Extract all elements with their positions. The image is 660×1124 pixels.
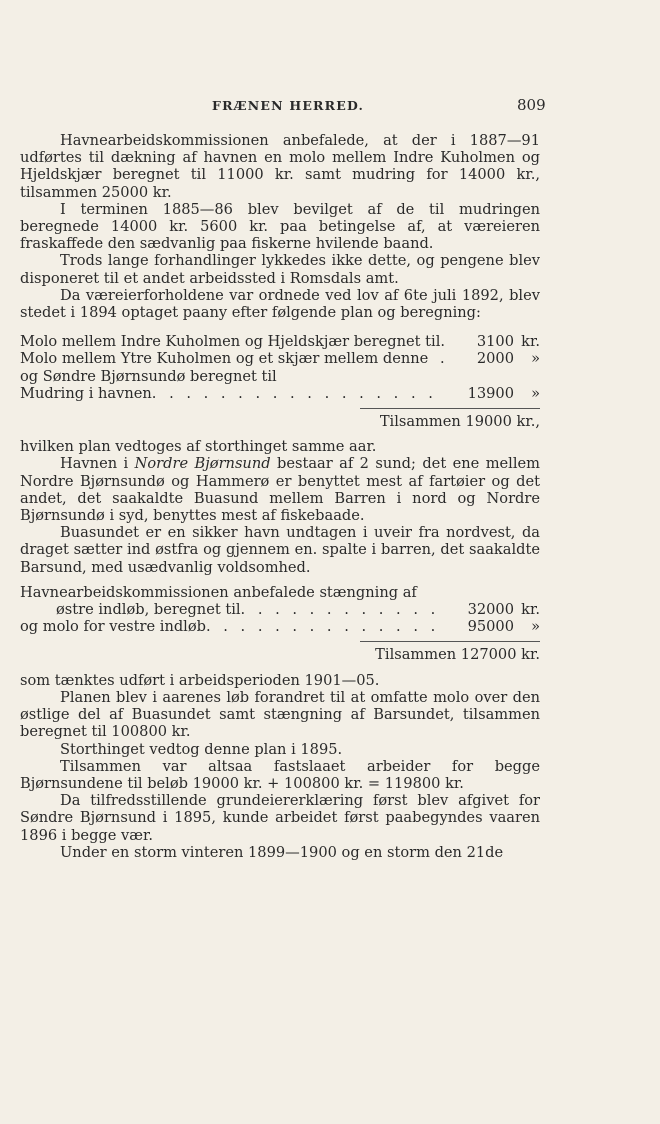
paragraph: Storthinget vedtog denne plan i 1895.	[60, 740, 343, 758]
paragraph: Trods lange forhandlinger lykkedes ikke dette, og pengene blev disponeret til et andet arbeidssted i Romsdals amt.	[20, 252, 540, 287]
table-intro: Havnearbeidskommissionen anbefalede stængning af	[20, 583, 417, 601]
paragraph	[20, 455, 540, 524]
paragraph: som tænktes udført i arbeidsperioden 1901—05.	[20, 671, 380, 689]
leader-dots	[206, 618, 446, 635]
cost-table-2	[20, 584, 540, 664]
row-label: østre indløb, beregnet til	[56, 601, 241, 619]
table-row	[20, 601, 540, 618]
paragraph: Da væreierforholdene var ordnede ved lov af 6te juli 1892, blev stedet i 1894 optaget paany efter følgende plan og beregning:	[20, 286, 540, 322]
leader-dots	[440, 333, 446, 350]
table-total: Tilsammen 127000 kr.	[375, 646, 540, 664]
spacer	[20, 321, 540, 333]
row-amount: 2000	[476, 350, 514, 368]
row-amount: 95000	[467, 618, 514, 636]
table-row	[20, 618, 540, 635]
place-name: Nordre Bjørnsund	[134, 455, 271, 473]
leader-dots	[440, 350, 446, 384]
table-row	[20, 333, 540, 350]
paragraph: Planen blev i aarenes løb forandret til at omfatte molo over den østlige del af Buasundet samt stængning af Barsundet, tilsammen beregnet til 100800 kr.	[20, 688, 540, 741]
row-amount: 32000	[467, 601, 514, 619]
sum-rule	[360, 408, 540, 409]
spacer	[20, 576, 540, 584]
table-total: Tilsammen 19000 kr.,	[379, 413, 540, 431]
row-unit: »	[531, 618, 540, 636]
paragraph: I terminen 1885—86 blev bevilget af de til mudringen beregnede 14000 kr. 5600 kr. paa betingelse af, at væreieren fraskaffede den sædvanlig paa fiskerne hvilende baand.	[20, 200, 540, 253]
cost-table-1	[20, 333, 540, 430]
row-unit: kr.	[521, 333, 540, 351]
page-number: 809	[517, 96, 546, 114]
paragraph: hvilken plan vedtoges af storthinget samme aar.	[20, 438, 377, 456]
leader-dots	[152, 385, 446, 402]
row-unit: kr.	[521, 601, 540, 619]
leader-dots	[241, 601, 446, 618]
page-body	[20, 132, 540, 861]
paragraph: Under en storm vinteren 1899—1900 og en storm den 21de	[60, 843, 504, 861]
paragraph: Da tilfredsstillende grundeiererklæring først blev afgivet for Søndre Bjørnsund i 1895, kunde arbeidet først paabegyndes vaaren 1896 i begge vær.	[20, 792, 540, 844]
row-label: Molo mellem Indre Kuholmen og Hjeldskjær beregnet til	[20, 333, 441, 351]
sum-rule	[360, 641, 540, 642]
row-label: og molo for vestre indløb	[20, 618, 206, 636]
row-label: Molo mellem Ytre Kuholmen og et skjær mellem denne og Søndre Bjørnsundø beregnet til	[20, 350, 429, 385]
table-row	[20, 350, 540, 384]
text-run: Havnen i	[60, 455, 135, 473]
row-unit: »	[531, 384, 540, 402]
paragraph: Havnearbeidskommissionen anbefalede, at der i 1887—91 udførtes til dækning af havnen en molo mellem Indre Kuholmen og Hjeldskjær beregnet til 11000 kr. samt mudring for 14000 kr., tilsammen 25000 kr.	[20, 132, 540, 201]
chapter-title: FRÆNEN HERRED.	[212, 98, 365, 113]
row-amount: 3100	[476, 333, 514, 351]
row-amount: 13900	[467, 384, 514, 402]
paragraph: Tilsammen var altsaa fastslaaet arbeider for begge Bjørnsundene til beløb 19000 kr. + 100800 kr. = 119800 kr.	[20, 757, 540, 792]
table-row	[20, 385, 540, 402]
row-label: Mudring i havnen	[20, 384, 152, 402]
running-header	[0, 98, 660, 118]
spacer	[20, 664, 540, 672]
row-unit: »	[531, 350, 540, 368]
paragraph: Buasundet er en sikker havn undtagen i uveir fra nordvest, da draget sætter ind østfra og gjennem en. spalte i barren, det saakaldte Barsund, med usædvanlig voldsomhed.	[20, 524, 540, 576]
text-run: bestaar af 2 sund; det ene mellem Nordre Bjørnsundø og Hammerø er benyttet mest af fartøier og det andet, det saakaldte Buasund mellem Barren i nord og Nordre Bjørnsundø i syd, benyttes mest af fiskebaade.	[20, 455, 540, 525]
spacer	[20, 430, 540, 438]
